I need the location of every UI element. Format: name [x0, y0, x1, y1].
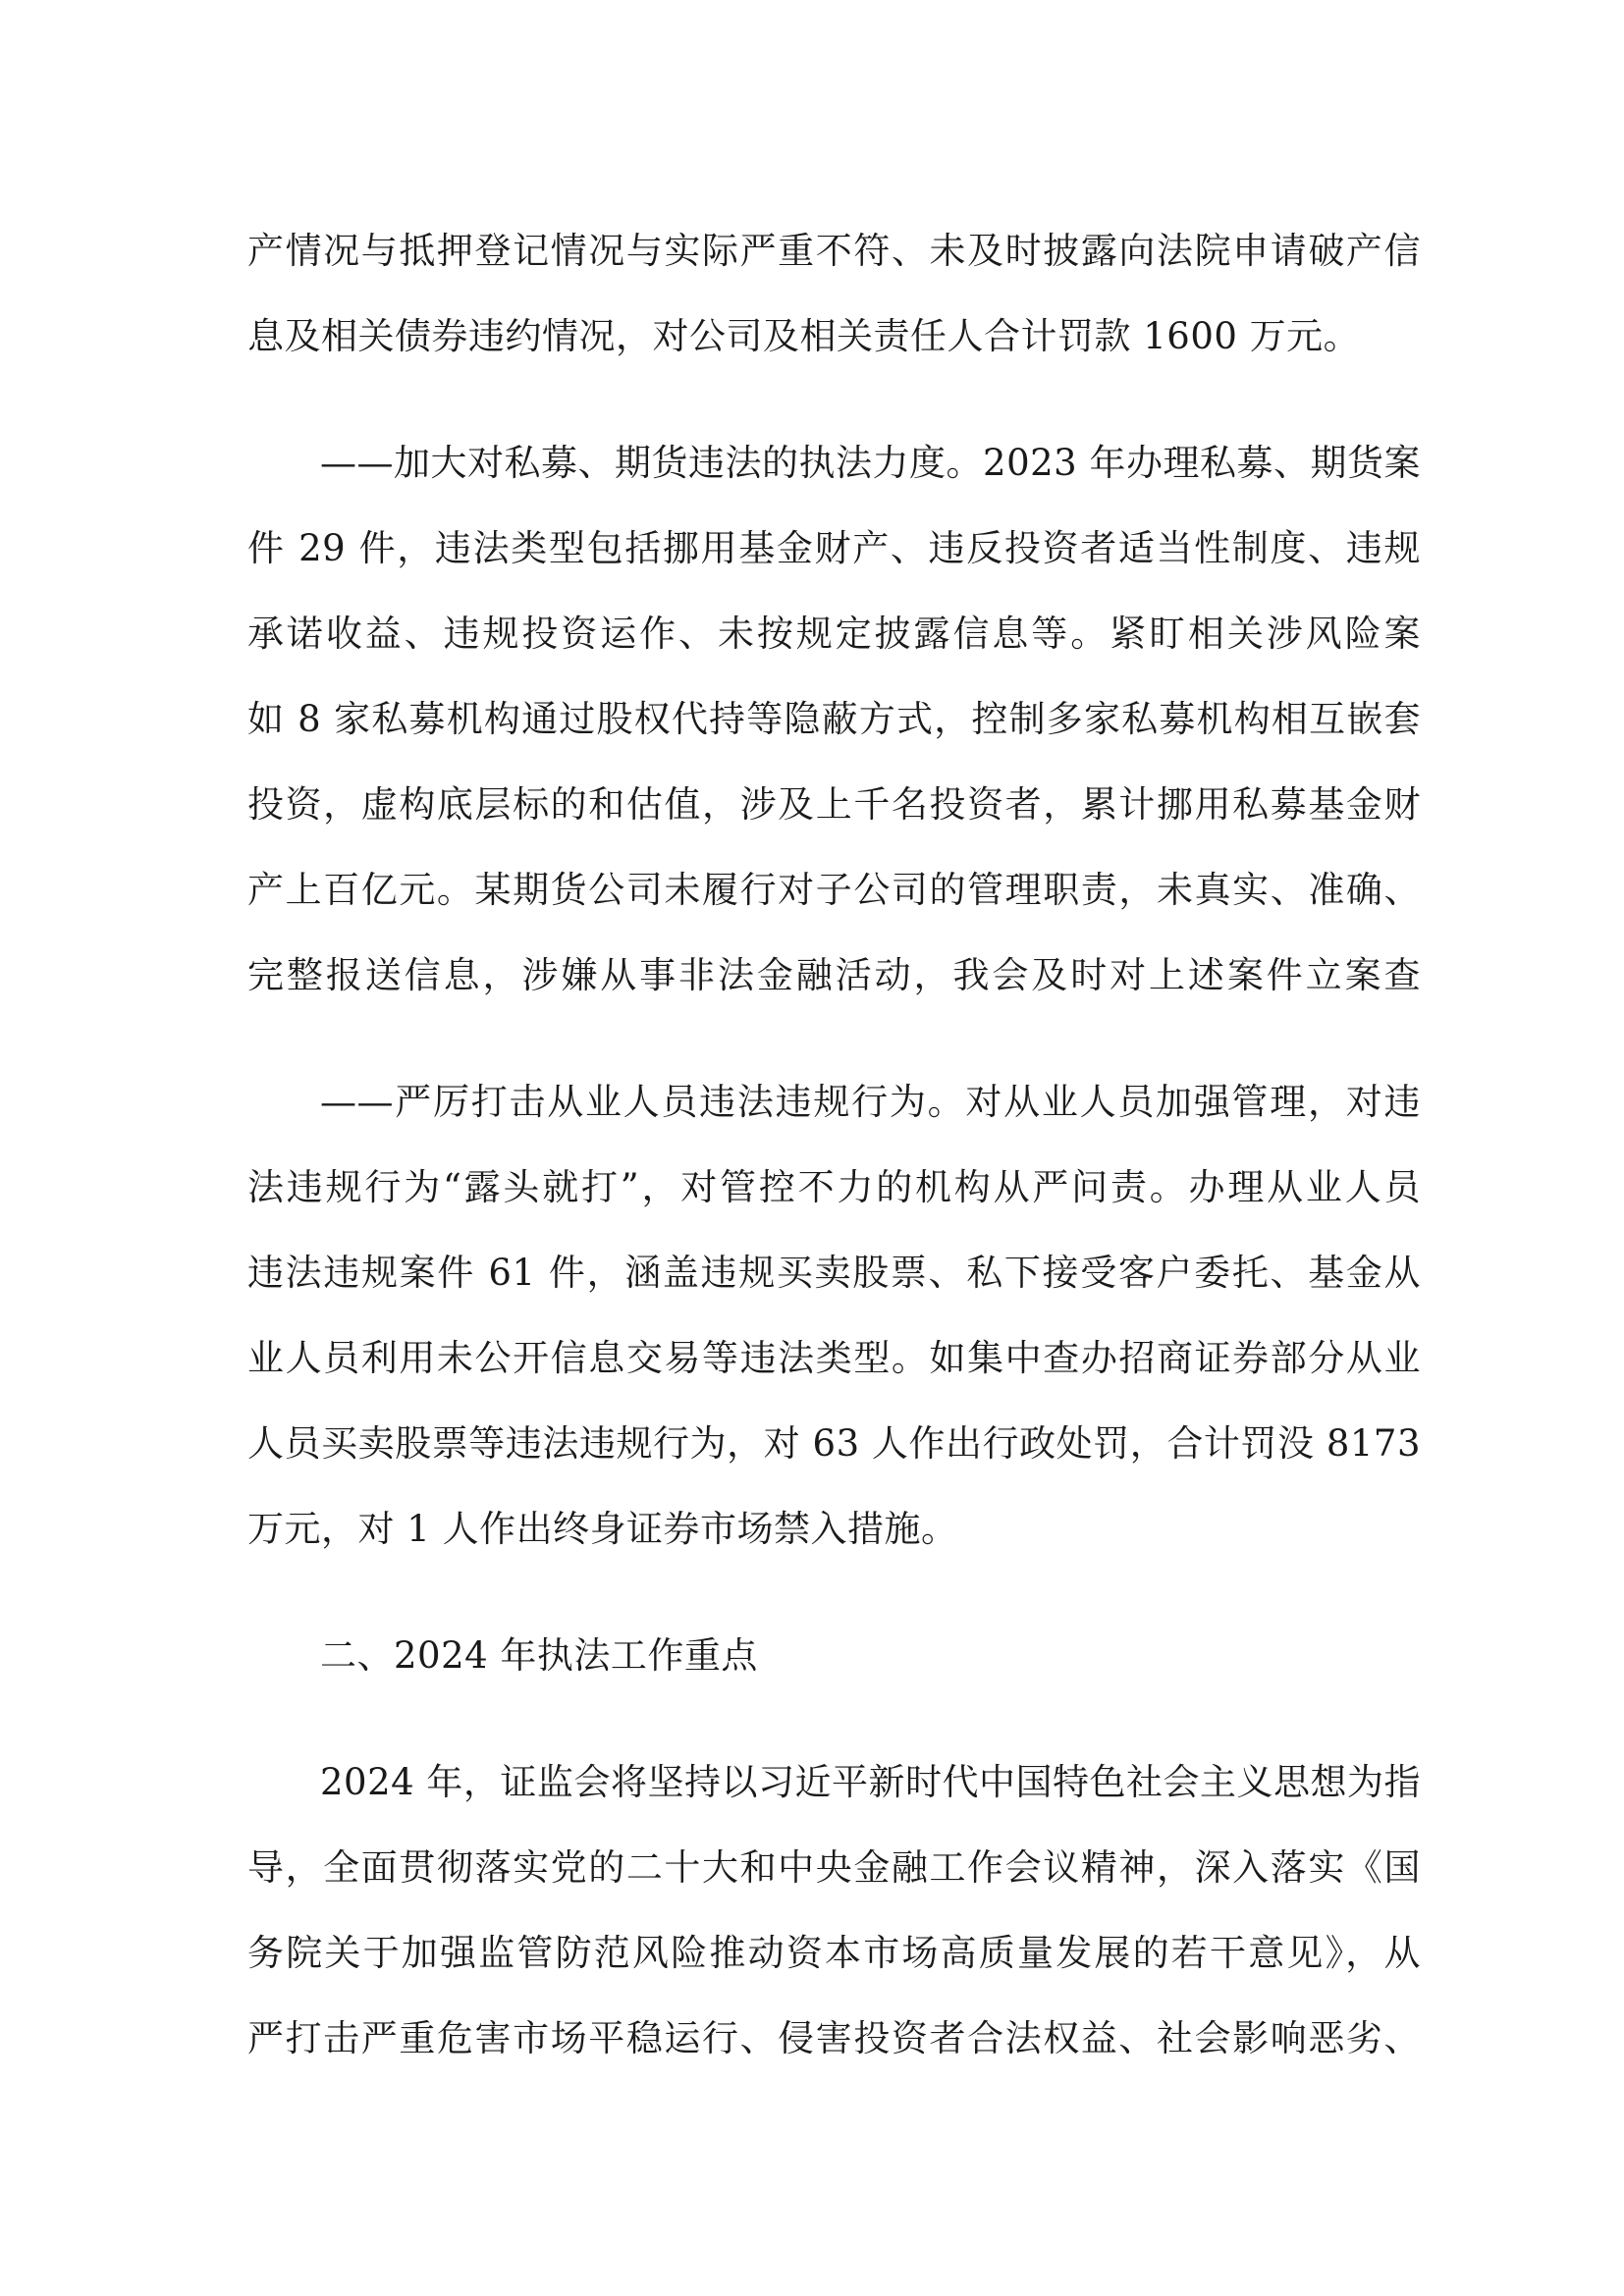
text-line: 投资，虚构底层标的和估值，涉及上千名投资者，累计挪用私募基金财 — [247, 783, 1421, 826]
text-line: 务院关于加强监管防范风险推动资本市场高质量发展的若干意见》，从 — [247, 1932, 1421, 1974]
paragraph-gap — [247, 1698, 1421, 1739]
section-heading — [247, 1613, 1421, 1698]
heading-text: 二、2024 年执法工作重点 — [320, 1634, 758, 1677]
text-line: 法违规行为“露头就打”，对管控不力的机构从严问责。办理从业人员 — [247, 1166, 1421, 1208]
text-line: ——加大对私募、期货违法的执法力度。2023 年办理私募、期货案 — [320, 442, 1421, 484]
text-line: 业人员利用未公开信息交易等违法类型。如集中查办招商证券部分从业 — [247, 1337, 1421, 1379]
paragraph-practitioner-violations — [247, 1059, 1421, 1572]
text-line: 承诺收益、违规投资运作、未按规定披露信息等。紧盯相关涉风险案 — [247, 613, 1421, 655]
paragraph-gap — [247, 1018, 1421, 1059]
text-line: 导，全面贯彻落实党的二十大和中央金融工作会议精神，深入落实《国 — [247, 1846, 1421, 1889]
paragraph-gap — [247, 1572, 1421, 1613]
text-line: 件 29 件，违法类型包括挪用基金财产、违反投资者适当性制度、违规 — [247, 527, 1421, 569]
text-line: 人员买卖股票等违法违规行为，对 63 人作出行政处罚，合计罚没 8173 — [247, 1422, 1421, 1465]
paragraph-gap — [247, 379, 1421, 420]
text-line: ——严厉打击从业人员违法违规行为。对从业人员加强管理，对违 — [320, 1081, 1421, 1123]
paragraph-penalty-continuation — [247, 208, 1421, 379]
text-line: 违法违规案件 61 件，涵盖违规买卖股票、私下接受客户委托、基金从 — [247, 1252, 1421, 1294]
document-body — [247, 208, 1421, 2081]
text-line: 2024 年，证监会将坚持以习近平新时代中国特色社会主义思想为指 — [320, 1761, 1421, 1803]
text-line: 如 8 家私募机构通过股权代持等隐蔽方式，控制多家私募机构相互嵌套 — [247, 698, 1421, 740]
paragraph-2024-priorities — [247, 1739, 1421, 2081]
text-line: 万元，对 1 人作出终身证券市场禁入措施。 — [247, 1508, 958, 1550]
text-line: 严打击严重危害市场平稳运行、侵害投资者合法权益、社会影响恶劣、 — [247, 2017, 1421, 2059]
text-line: 完整报送信息，涉嫌从事非法金融活动，我会及时对上述案件立案查 — [247, 954, 1421, 996]
paragraph-private-fund-futures — [247, 420, 1421, 1018]
text-line: 产上百亿元。某期货公司未履行对子公司的管理职责，未真实、准确、 — [247, 869, 1421, 911]
text-line: 息及相关债券违约情况，对公司及相关责任人合计罚款 1600 万元。 — [247, 315, 1361, 357]
text-line: 产情况与抵押登记情况与实际严重不符、未及时披露向法院申请破产信 — [247, 230, 1421, 272]
